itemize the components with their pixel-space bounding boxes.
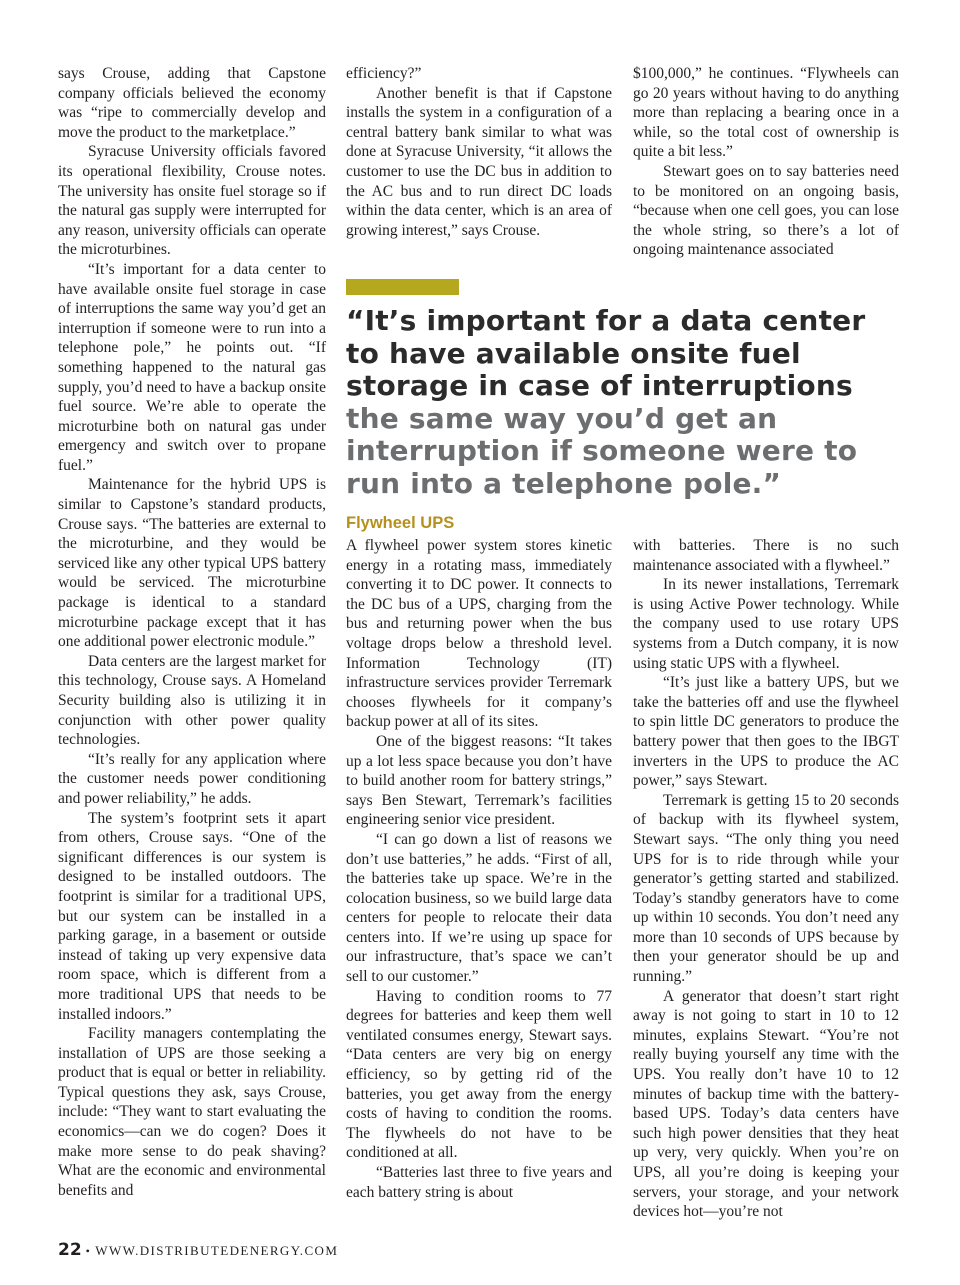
pullquote-dark-text: “It’s important for a data center to have available onsite fuel storage in case of interruptions [346, 304, 866, 402]
paragraph: A flywheel power system stores kinetic energy in a rotating mass, immediately converting it to DC power. It connects to the DC bus of a UPS, charging from the bus and returning power when the bus voltage drops below a threshold level. Information Technology (IT) infrastructure services provider Terremark chooses flywheels for it company’s backup power at all of its sites. [346, 537, 612, 731]
paragraph: Terremark is getting 15 to 20 seconds of backup with its flywheel system, Stewart says. “The only thing you need UPS for is to ride through while your generator’s getting started and stabilized. Today’s standby generators have to come up within 10 seconds. You don’t need any more than 10 seconds of UPS because by then your generator should be up and running.” [633, 791, 899, 986]
paragraph: efficiency?” [346, 65, 422, 82]
paragraph: “It’s important for a data center to have available onsite fuel storage in case of interruptions the same way you’d get an interruption if someone were to run into a telephone pole,” he points out. “If something happened to the natural gas supply, you’d need to have a backup onsite fuel source. We’re able to operate the microturbine both on natural gas under emergency and switch over to propane fuel.” [58, 260, 326, 474]
body-column-2-bottom [346, 536, 612, 1202]
page-footer [58, 1240, 338, 1260]
paragraph: A generator that doesn’t start right away is not going to start in 10 to 12 minutes, explains Stewart. “You’re not really buying yourself any time with the UPS. You really don’t have 10 to 12 minutes of backup time with the battery-based UPS. Today’s data centers have such high power densities that they heat up very, very quickly. When you’re on UPS, all you’re doing is keeping your servers, your storage, and your network devices hot—you’re not [633, 987, 899, 1221]
paragraph: Facility managers contemplating the installation of UPS are those seeking a product that is equal or better in reliability. Typical questions they ask, says Crouse, include: “They want to start evaluating the economics—can we do cogen? Does it make more sense to do peak shaving? What are the economic and environmental benefits and [58, 1025, 326, 1199]
paragraph: $100,000,” he continues. “Flywheels can go 20 years without having to do anything more than replacing a bearing once in a while, so the total cost of ownership is quite a bit less.” [633, 65, 899, 161]
footer-url: WWW.DISTRIBUTEDENERGY.COM [95, 1243, 339, 1258]
paragraph: The system’s footprint sets it apart from others, Crouse says. “One of the significant differences is our system is designed to be installed outdoors. The footprint is similar for a traditional UPS, but our system can be installed in a parking garage, in a basement or outside instead of taking up very expensive data room space, which is different from a more traditional UPS that needs to be installed indoors.” [58, 809, 326, 1023]
pullquote-accent-bar [346, 279, 459, 295]
paragraph: In its newer installations, Terremark is using Active Power technology. While the company used to use rotary UPS systems from a Dutch company, it is now using static UPS with a flywheel. [633, 576, 899, 672]
paragraph: Having to condition rooms to 77 degrees for batteries and keep them well ventilated consumes energy, Stewart says. “Data centers are very big on energy efficiency, so by getting rid of the batteries, you get away from the energy costs of having to condition the rooms. The flywheels do not have to be conditioned at all. [346, 987, 612, 1162]
paragraph: Syracuse University officials favored its operational flexibility, Crouse notes. The university has onsite fuel storage so if the natural gas supply were interrupted for any reason, university officials can operate the microturbines. [58, 143, 326, 259]
paragraph: Another benefit is that if Capstone installs the system in a configuration of a central battery bank similar to what was done at Syracuse University, “it allows the customer to use the DC bus in addition to the AC bus and to run direct DC loads within the data center, which is an area of growing interest,” says Crouse. [346, 84, 612, 239]
paragraph: “I can go down a list of reasons we don’t use batteries,” he adds. “First of all, the batteries take up space. We’re in the colocation business, so we build large data centers for people to relocate their data centers into. If we’re using up space for our infrastructure, that’s space we can’t sell to our customer.” [346, 830, 612, 986]
section-heading: Flywheel UPS [346, 514, 455, 532]
paragraph: with batteries. There is no such maintenance associated with a flywheel.” [633, 537, 899, 574]
paragraph: One of the biggest reasons: “It takes up a lot less space because you don’t have to build another room for battery strings,” says Ben Stewart, Terremark’s facilities engineering senior vice president. [346, 732, 612, 829]
paragraph: says Crouse, adding that Capstone company officials believed the economy was “ripe to commercially develop and move the product to the marketplace.” [58, 65, 326, 141]
page-number: 22 [58, 1240, 82, 1260]
paragraph: “Batteries last three to five years and each battery string is about [346, 1164, 612, 1201]
pullquote-light-text: the same way you’d get an interruption if someone were to run into a telephone pole.” [346, 401, 858, 500]
paragraph: Data centers are the largest market for this technology, Crouse says. A Homeland Security building also is utilizing it in conjunction with other power quality technologies. [58, 652, 326, 749]
body-column-2-top [346, 64, 612, 240]
paragraph: Stewart goes on to say batteries need to be monitored on an ongoing basis, “because when one cell goes, you can lose the whole string, so there’s a lot of ongoing maintenance associated [633, 162, 899, 259]
paragraph: “It’s just like a battery UPS, but we take the batteries off and use the flywheel to spin little DC generators to produce the battery power that then goes to the IBGT inverters in the UPS to produce the AC power,” says Stewart. [633, 674, 899, 790]
footer-bullet: • [85, 1244, 92, 1258]
paragraph: Maintenance for the hybrid UPS is similar to Capstone’s standard products, Crouse says. “The batteries are external to the microturbine, and they would be serviced like any other typical UPS battery would be serviced. The microturbine package is identical to a standard microturbine package except that it has one additional power electronic module.” [58, 476, 326, 651]
body-column-1 [58, 64, 326, 1200]
body-column-3-top [633, 64, 899, 260]
body-column-3-bottom [633, 536, 899, 1222]
paragraph: “It’s really for any application where the customer needs power conditioning and power reliability,” he adds. [58, 750, 326, 807]
pullquote [346, 305, 906, 500]
